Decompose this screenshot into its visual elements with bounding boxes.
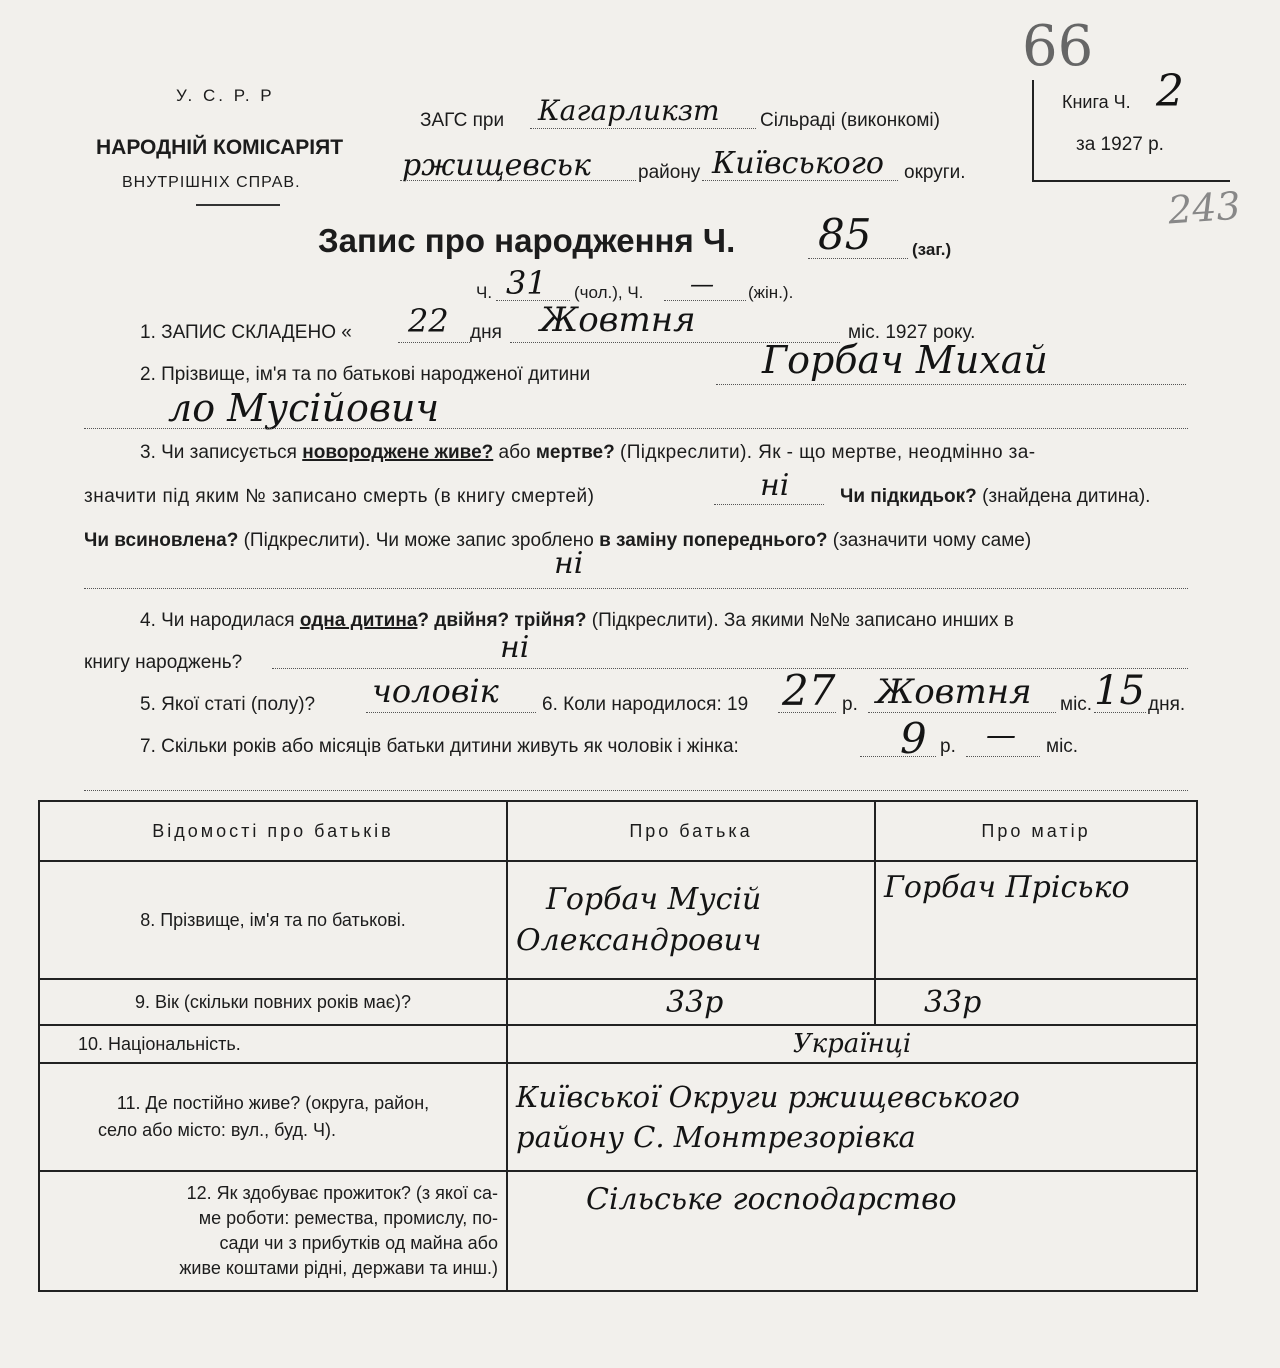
female-number-value: — xyxy=(690,270,714,298)
item7-text: 7. Скільки років або місяців батьки дитини живуть як чоловік і жінка: xyxy=(140,736,739,757)
item2-line-2 xyxy=(84,428,1188,429)
item4-text-a: 4. Чи народилася xyxy=(140,610,295,631)
item3-adopted-option: Чи всиновлена? xyxy=(84,530,239,551)
row12-label xyxy=(39,1171,507,1291)
archive-number: 66 xyxy=(1022,14,1094,79)
item3-text-2a: значити під яким № записано смерть (в книгу смертей) xyxy=(84,486,595,507)
district-label: району xyxy=(638,162,701,183)
item3-dead-option: мертве? xyxy=(535,442,615,463)
residence-value-2: району С. Монтрезорівка xyxy=(516,1120,916,1154)
item1-day-value: 22 xyxy=(408,302,449,340)
mother-name-cell xyxy=(875,861,1197,979)
item3-replacement-value: ні xyxy=(554,546,584,581)
birth-year-value: 27 xyxy=(782,666,836,715)
item4-twins-option: ? двійня? трійня? xyxy=(417,610,587,631)
header-mother: Про матір xyxy=(875,801,1197,861)
header-republic: У. С. Р. Р xyxy=(176,86,275,105)
item3-text-a: 3. Чи записується xyxy=(140,442,297,463)
birth-day-line xyxy=(1094,712,1146,713)
item3-line2 xyxy=(84,486,594,508)
item2-line-1 xyxy=(716,384,1186,385)
archive-number-secondary: 243 xyxy=(1166,183,1242,233)
row9-label xyxy=(39,979,507,1025)
item3-death-line xyxy=(714,504,824,505)
child-name-value-1: Горбач Михай xyxy=(762,338,1048,382)
birth-month-value: Жовтня xyxy=(876,672,1032,712)
item1-suffix: міс. 1927 року. xyxy=(848,322,976,343)
header-info: Відомості про батьків xyxy=(39,801,507,861)
nationality-value: Українці xyxy=(792,1029,912,1059)
row8-label xyxy=(39,861,507,979)
nationality-cell xyxy=(507,1025,1197,1063)
item4-other-value: ні xyxy=(500,630,530,665)
born-label: 6. Коли народилося: 19 xyxy=(542,694,749,715)
table-row xyxy=(39,1063,1197,1171)
district-value: ржищевськ xyxy=(402,148,591,183)
birth-month-line xyxy=(868,712,1056,713)
table-row xyxy=(39,861,1197,979)
row11-label-1: 11. Де постійно живе? (округа, район, xyxy=(116,1093,430,1113)
occupation-value: Сільське господарство xyxy=(586,1182,957,1217)
father-name-value-1: Горбач Мусій xyxy=(546,882,762,917)
item3-text-3b: (Підкреслити). Чи може запис зроблено xyxy=(243,530,594,551)
sex-value: чоловік xyxy=(372,672,499,710)
header-department: ВНУТРІШНІХ СПРАВ. xyxy=(122,174,301,191)
item1-prefix: 1. ЗАПИС СКЛАДЕНО « xyxy=(140,322,352,343)
item3-alive-option: новороджене живе? xyxy=(302,442,494,463)
record-title-suffix: (заг.) xyxy=(912,240,952,259)
zags-village-value: Кагарликзт xyxy=(538,94,720,127)
male-suffix: (чол.), Ч. xyxy=(574,283,644,302)
item1-mid: дня xyxy=(470,322,502,343)
item3-foundling-option: Чи підкидьок? xyxy=(840,486,977,507)
okrug-label: округи. xyxy=(904,162,966,183)
sex-line xyxy=(366,712,536,713)
book-number-value: 2 xyxy=(1156,66,1184,117)
item3-line-4 xyxy=(84,588,1188,589)
male-label: Ч. xyxy=(476,283,493,302)
birth-dnia: дня. xyxy=(1148,694,1186,715)
row10-label-text: 10. Національність. xyxy=(78,1033,241,1054)
row12-label-4: живе коштами рідні, держави та инш.) xyxy=(179,1258,498,1278)
item1-day-line xyxy=(398,342,470,343)
row11-label xyxy=(39,1063,507,1171)
item5-prefix: 5. Якої статі (полу)? xyxy=(140,694,316,715)
book-label: Книга Ч. xyxy=(1062,92,1131,112)
father-age-cell xyxy=(507,979,875,1025)
row12-label-2: ме роботи: ремества, промислу, по- xyxy=(198,1208,498,1228)
table-row xyxy=(39,1171,1197,1291)
book-year: за 1927 р. xyxy=(1076,134,1164,155)
female-suffix: (жін.). xyxy=(748,283,794,302)
item3-text-e: (Підкреслити). Як - що мертве, неодмінно за- xyxy=(620,442,1036,463)
residence-value-1: Київської Округи ржищевського xyxy=(516,1080,1020,1114)
marriage-months-value: — xyxy=(986,718,1016,753)
item3-line2-b xyxy=(840,486,1150,508)
mother-age-cell xyxy=(875,979,1197,1025)
father-name-cell xyxy=(507,861,875,979)
header-divider xyxy=(196,204,280,206)
record-number-value: 85 xyxy=(818,210,872,259)
row9-label-text: 9. Вік (скільки повних років має)? xyxy=(135,991,411,1012)
item4-line2: книгу народжень? xyxy=(84,652,243,673)
zags-prefix: ЗАГС при xyxy=(420,110,505,131)
item3-death-value: ні xyxy=(760,468,790,503)
table-header-row xyxy=(39,801,1197,861)
father-name-value-2: Олександрович xyxy=(516,923,762,958)
district-line xyxy=(400,180,636,181)
row8-label-text: 8. Прізвище, ім'я та по батькові. xyxy=(140,909,406,930)
marriage-years-value: 9 xyxy=(900,714,927,763)
row12-label-1: 12. Як здобуває прожиток? (з якої са- xyxy=(186,1183,498,1203)
occupation-cell xyxy=(507,1171,1197,1291)
mother-name-value: Горбач Прісько xyxy=(884,870,1130,905)
table-row xyxy=(39,979,1197,1025)
table-row xyxy=(39,1025,1197,1063)
item4-line-2 xyxy=(272,668,1188,669)
item3-text-2c: (знайдена дитина). xyxy=(982,486,1151,507)
item7-line-2 xyxy=(84,790,1188,791)
item3-replacement-option: в заміну попереднього? xyxy=(599,530,828,551)
okrug-line xyxy=(702,180,898,181)
item3-text-3d: (зазначити чому саме) xyxy=(832,530,1032,551)
header-commissariat: НАРОДНІЙ КОМІСАРІЯТ xyxy=(96,136,344,159)
item2-text: 2. Прізвище, ім'я та по батькові народженої дитини xyxy=(140,364,591,385)
row11-label-2: село або місто: вул., буд. Ч). xyxy=(98,1120,336,1140)
header-father: Про батька xyxy=(507,801,875,861)
zags-suffix: Сільраді (виконкомі) xyxy=(760,110,940,131)
item4-single-option: одна дитина xyxy=(299,610,418,631)
item3-line1 xyxy=(140,442,1035,464)
male-number-value: 31 xyxy=(506,264,547,302)
row10-label xyxy=(39,1025,507,1063)
record-title: Запис про народження Ч. xyxy=(318,222,736,259)
item4-text-d: (Підкреслити). За якими №№ записано инших в xyxy=(591,610,1014,631)
marriage-mis: міс. xyxy=(1046,736,1079,757)
mother-age-value: 33р xyxy=(924,984,982,1020)
father-age-value: 33р xyxy=(666,984,724,1020)
birth-year-line xyxy=(778,712,836,713)
item3-text-c: або xyxy=(498,442,531,463)
item1-month-value: Жовтня xyxy=(540,300,696,340)
item4-line1 xyxy=(140,610,1014,632)
zags-village-line xyxy=(530,128,756,129)
marriage-r: р. xyxy=(940,736,956,757)
parents-table xyxy=(38,800,1198,1292)
birth-day-value: 15 xyxy=(1094,668,1145,714)
residence-cell xyxy=(507,1063,1197,1171)
marriage-months-line xyxy=(966,756,1040,757)
okrug-value: Київського xyxy=(712,146,884,181)
child-name-value-2: ло Мусійович xyxy=(168,386,440,430)
record-number-line xyxy=(808,258,908,259)
marriage-years-line xyxy=(860,756,936,757)
birth-mis: міс. xyxy=(1060,694,1093,715)
birth-r: р. xyxy=(842,694,858,715)
row12-label-3: сади чи з прибутків од майна або xyxy=(219,1233,498,1253)
